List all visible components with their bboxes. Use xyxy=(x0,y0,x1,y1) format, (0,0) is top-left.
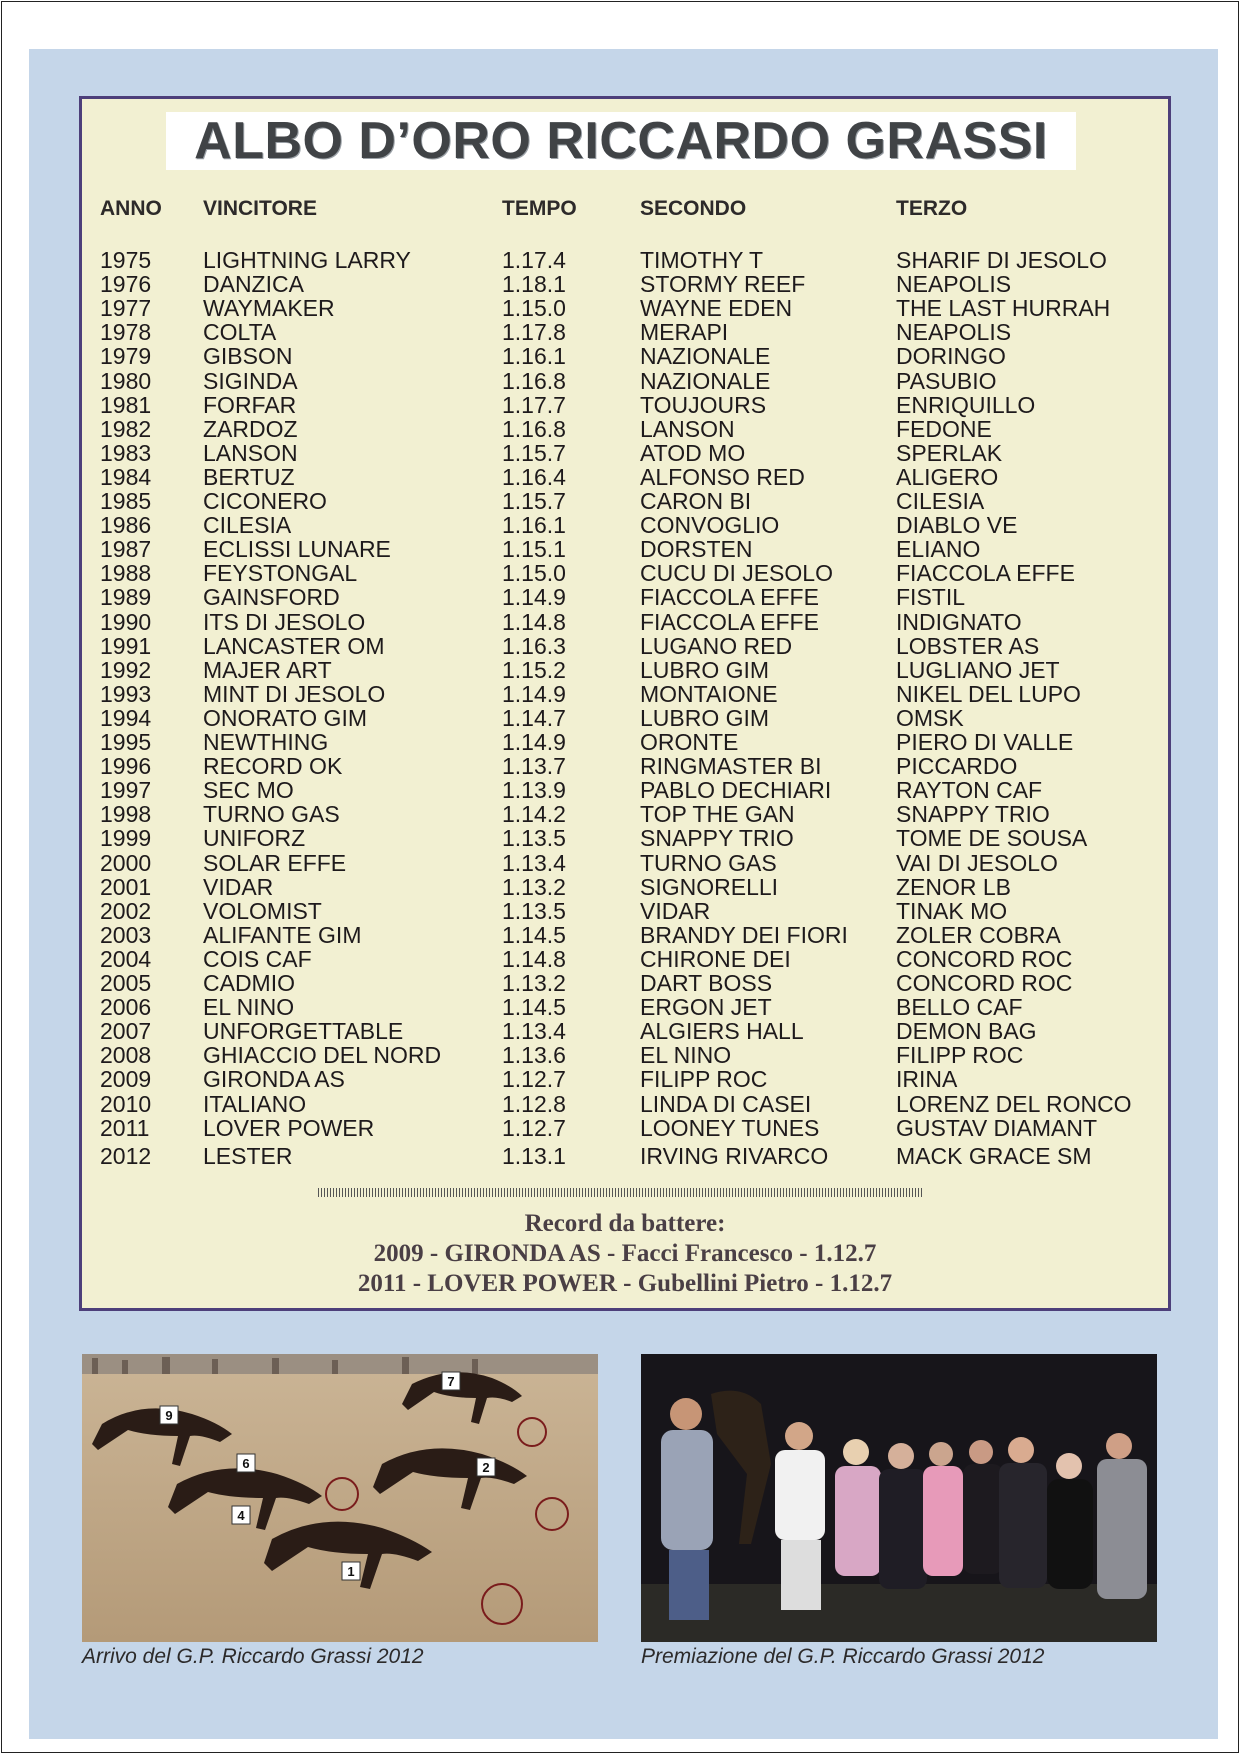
cell-time: 1.13.4 xyxy=(502,1018,566,1045)
cell-winner: LANCASTER OM xyxy=(203,632,385,659)
cell-winner: SIGINDA xyxy=(203,367,298,394)
table-row xyxy=(0,971,1240,995)
cell-year: 1978 xyxy=(100,319,152,346)
cell-third: OMSK xyxy=(896,704,964,731)
cell-time: 1.15.7 xyxy=(502,439,566,466)
cell-third: SPERLAK xyxy=(896,439,1003,466)
cell-time: 1.15.1 xyxy=(502,536,566,563)
cell-second: IRVING RIVARCO xyxy=(640,1142,829,1169)
cell-winner: LOVER POWER xyxy=(203,1114,375,1141)
cell-second: ERGON JET xyxy=(640,994,772,1021)
table-row xyxy=(0,634,1240,658)
horse-number-4: 4 xyxy=(237,1508,245,1523)
cell-second: DORSTEN xyxy=(640,536,753,563)
table-row xyxy=(0,778,1240,802)
cell-year: 1979 xyxy=(100,343,152,370)
table-row xyxy=(0,1144,1240,1168)
cell-winner: GIRONDA AS xyxy=(203,1066,345,1093)
cell-third: CONCORD ROC xyxy=(896,970,1073,996)
table-row xyxy=(0,465,1240,489)
page-title: ALBO D’ORO RICCARDO GRASSI xyxy=(166,112,1076,170)
table-row xyxy=(0,875,1240,899)
table-row xyxy=(0,561,1240,585)
cell-second: NAZIONALE xyxy=(640,367,771,394)
cell-second: LOONEY TUNES xyxy=(640,1114,820,1141)
table-row xyxy=(0,1019,1240,1043)
cell-winner: CICONERO xyxy=(203,488,327,514)
cell-year: 1994 xyxy=(100,704,152,731)
cell-year: 2003 xyxy=(100,921,152,948)
horse-number-6: 6 xyxy=(242,1456,250,1471)
cell-third: FISTIL xyxy=(896,584,966,611)
cell-year: 2002 xyxy=(100,897,152,924)
table-row xyxy=(0,826,1240,850)
cell-year: 2001 xyxy=(100,873,152,900)
cell-time: 1.13.1 xyxy=(502,1142,566,1169)
header-winner: VINCITORE xyxy=(203,197,317,220)
table-row xyxy=(0,658,1240,682)
table-row xyxy=(0,802,1240,826)
table-row xyxy=(0,682,1240,706)
table-row xyxy=(0,296,1240,320)
cell-third: INDIGNATO xyxy=(896,608,1022,635)
cell-third: DORINGO xyxy=(896,343,1006,370)
cell-second: ATOD MO xyxy=(640,439,746,466)
cell-winner: VOLOMIST xyxy=(203,897,322,924)
cell-third: PASUBIO xyxy=(896,367,997,394)
cell-third: IRINA xyxy=(896,1066,958,1093)
cell-third: SHARIF DI JESOLO xyxy=(896,247,1107,273)
cell-year: 1977 xyxy=(100,295,152,322)
cell-winner: ALIFANTE GIM xyxy=(203,921,362,948)
cell-winner: UNIFORZ xyxy=(203,825,306,852)
cell-second: DART BOSS xyxy=(640,970,773,996)
cell-year: 1980 xyxy=(100,367,152,394)
header-second: SECONDO xyxy=(640,197,747,220)
horse-number-7: 7 xyxy=(447,1374,455,1389)
cell-third: LOBSTER AS xyxy=(896,632,1040,659)
table-row xyxy=(0,513,1240,537)
cell-third: BELLO CAF xyxy=(896,994,1023,1021)
table-row xyxy=(0,417,1240,441)
cell-time: 1.13.9 xyxy=(502,777,566,804)
cell-winner: ZARDOZ xyxy=(203,415,298,442)
cell-year: 1983 xyxy=(100,439,152,466)
cell-time: 1.16.8 xyxy=(502,367,566,394)
cell-third: FIACCOLA EFFE xyxy=(896,560,1075,587)
cell-second: TURNO GAS xyxy=(640,849,777,876)
cell-second: TOP THE GAN xyxy=(640,801,795,828)
cell-second: FILIPP ROC xyxy=(640,1066,768,1093)
header-third: TERZO xyxy=(896,197,968,220)
cell-year: 1993 xyxy=(100,680,152,707)
cell-time: 1.18.1 xyxy=(502,271,566,298)
cell-third: LORENZ DEL RONCO xyxy=(896,1090,1132,1117)
cell-time: 1.14.9 xyxy=(502,729,566,755)
cell-second: EL NINO xyxy=(640,1042,732,1069)
cell-winner: EL NINO xyxy=(203,994,295,1021)
cell-winner: WAYMAKER xyxy=(203,295,335,322)
cell-year: 1988 xyxy=(100,560,152,587)
cell-winner: TURNO GAS xyxy=(203,801,340,828)
race-finish-photo xyxy=(82,1354,598,1642)
cell-third: ZOLER COBRA xyxy=(896,921,1061,948)
cell-time: 1.12.7 xyxy=(502,1066,566,1093)
cell-second: TIMOTHY T xyxy=(640,247,764,273)
cell-year: 2006 xyxy=(100,994,152,1021)
cell-winner: MAJER ART xyxy=(203,656,332,683)
table-row xyxy=(0,995,1240,1019)
cell-second: LANSON xyxy=(640,415,735,442)
cell-third: TINAK MO xyxy=(896,897,1008,924)
cell-year: 1984 xyxy=(100,463,152,490)
cell-year: 2009 xyxy=(100,1066,152,1093)
table-row xyxy=(0,1116,1240,1140)
cell-second: CONVOGLIO xyxy=(640,512,780,539)
cell-third: RAYTON CAF xyxy=(896,777,1043,804)
cell-winner: CILESIA xyxy=(203,512,292,539)
table-row xyxy=(0,1092,1240,1116)
cell-winner: GIBSON xyxy=(203,343,293,370)
cell-year: 1996 xyxy=(100,753,152,780)
cell-third: ELIANO xyxy=(896,536,981,563)
cell-winner: BERTUZ xyxy=(203,463,295,490)
cell-third: MACK GRACE SM xyxy=(896,1142,1092,1169)
cell-time: 1.17.8 xyxy=(502,319,566,346)
cell-year: 2000 xyxy=(100,849,152,876)
table-row xyxy=(0,585,1240,609)
cell-second: BRANDY DEI FIORI xyxy=(640,921,848,948)
cell-time: 1.16.3 xyxy=(502,632,566,659)
cell-second: LUGANO RED xyxy=(640,632,793,659)
cell-time: 1.16.1 xyxy=(502,512,566,539)
cell-winner: COIS CAF xyxy=(203,945,312,972)
header-year: ANNO xyxy=(100,197,162,220)
cell-winner: FORFAR xyxy=(203,391,297,418)
cell-winner: DANZICA xyxy=(203,271,304,298)
record-heading: Record da battere: xyxy=(524,1210,726,1237)
cell-time: 1.14.2 xyxy=(502,801,566,828)
cell-time: 1.14.8 xyxy=(502,608,566,635)
table-row xyxy=(0,489,1240,513)
cell-second: CARON BI xyxy=(640,488,752,514)
cell-year: 2012 xyxy=(100,1142,152,1169)
table-row xyxy=(0,899,1240,923)
cell-winner: LANSON xyxy=(203,439,298,466)
cell-third: NIKEL DEL LUPO xyxy=(896,680,1081,707)
cell-third: ENRIQUILLO xyxy=(896,391,1036,418)
cell-second: ORONTE xyxy=(640,729,739,755)
cell-second: ALGIERS HALL xyxy=(640,1018,804,1045)
cell-second: PABLO DECHIARI xyxy=(640,777,832,804)
cell-year: 1976 xyxy=(100,271,152,298)
table-row xyxy=(0,248,1240,272)
table-row xyxy=(0,610,1240,634)
cell-time: 1.14.9 xyxy=(502,584,566,611)
cell-winner: ECLISSI LUNARE xyxy=(203,536,391,563)
cell-third: PICCARDO xyxy=(896,753,1018,780)
cell-winner: RECORD OK xyxy=(203,753,343,780)
cell-year: 2010 xyxy=(100,1090,152,1117)
cell-time: 1.17.4 xyxy=(502,247,566,273)
table-row xyxy=(0,754,1240,778)
cell-second: RINGMASTER BI xyxy=(640,753,822,780)
cell-time: 1.14.5 xyxy=(502,994,566,1021)
cell-second: STORMY REEF xyxy=(640,271,806,298)
cell-time: 1.13.6 xyxy=(502,1042,566,1069)
horse-number-2: 2 xyxy=(482,1460,490,1475)
horse-number-1: 1 xyxy=(347,1564,355,1579)
horse-number-9: 9 xyxy=(165,1408,173,1423)
table-row xyxy=(0,851,1240,875)
cell-second: TOUJOURS xyxy=(640,391,767,418)
table-row xyxy=(0,706,1240,730)
cell-year: 1995 xyxy=(100,729,152,755)
cell-second: LUBRO GIM xyxy=(640,704,770,731)
cell-time: 1.15.0 xyxy=(502,560,566,587)
cell-time: 1.16.1 xyxy=(502,343,566,370)
cell-winner: ITALIANO xyxy=(203,1090,307,1117)
award-ceremony-photo xyxy=(641,1354,1157,1642)
cell-winner: LESTER xyxy=(203,1142,293,1169)
cell-second: LUBRO GIM xyxy=(640,656,770,683)
cell-second: LINDA DI CASEI xyxy=(640,1090,812,1117)
cell-time: 1.16.4 xyxy=(502,463,566,490)
cell-third: ZENOR LB xyxy=(896,873,1012,900)
cell-year: 1992 xyxy=(100,656,152,683)
cell-time: 1.13.2 xyxy=(502,873,566,900)
cell-second: SNAPPY TRIO xyxy=(640,825,794,852)
cell-year: 1998 xyxy=(100,801,152,828)
table-row xyxy=(0,369,1240,393)
cell-year: 1989 xyxy=(100,584,152,611)
cell-year: 1990 xyxy=(100,608,152,635)
table-row xyxy=(0,393,1240,417)
cell-third: CONCORD ROC xyxy=(896,945,1073,972)
table-row xyxy=(0,320,1240,344)
cell-time: 1.13.5 xyxy=(502,897,566,924)
table-row xyxy=(0,441,1240,465)
cell-winner: MINT DI JESOLO xyxy=(203,680,386,707)
cell-winner: ONORATO GIM xyxy=(203,704,367,731)
cell-year: 2004 xyxy=(100,945,152,972)
cell-time: 1.13.5 xyxy=(502,825,566,852)
cell-time: 1.13.4 xyxy=(502,849,566,876)
cell-second: SIGNORELLI xyxy=(640,873,779,900)
cell-year: 1981 xyxy=(100,391,152,418)
cell-third: FILIPP ROC xyxy=(896,1042,1024,1069)
record-line-2: 2011 - LOVER POWER - Gubellini Pietro - 1.12.7 xyxy=(357,1270,893,1297)
right-photo-caption: Premiazione del G.P. Riccardo Grassi 2012 xyxy=(641,1645,1045,1668)
cell-third: LUGLIANO JET xyxy=(896,656,1060,683)
cell-time: 1.15.0 xyxy=(502,295,566,322)
table-row xyxy=(0,272,1240,296)
cell-third: FEDONE xyxy=(896,415,992,442)
cell-year: 1997 xyxy=(100,777,152,804)
cell-third: ALIGERO xyxy=(896,463,999,490)
cell-winner: VIDAR xyxy=(203,873,274,900)
cell-year: 2007 xyxy=(100,1018,152,1045)
cell-year: 2011 xyxy=(100,1114,150,1141)
cell-winner: NEWTHING xyxy=(203,729,329,755)
cell-third: DIABLO VE xyxy=(896,512,1018,539)
table-row xyxy=(0,1043,1240,1067)
record-line-1: 2009 - GIRONDA AS - Facci Francesco - 1.12.7 xyxy=(373,1240,877,1267)
cell-second: ALFONSO RED xyxy=(640,463,805,490)
dotted-divider xyxy=(318,1188,922,1197)
cell-third: PIERO DI VALLE xyxy=(896,729,1074,755)
cell-time: 1.12.8 xyxy=(502,1090,566,1117)
cell-winner: SOLAR EFFE xyxy=(203,849,347,876)
cell-third: TOME DE SOUSA xyxy=(896,825,1088,852)
cell-time: 1.12.7 xyxy=(502,1114,566,1141)
cell-time: 1.13.7 xyxy=(502,753,566,780)
cell-second: CUCU DI JESOLO xyxy=(640,560,833,587)
cell-winner: COLTA xyxy=(203,319,277,346)
cell-third: THE LAST HURRAH xyxy=(896,295,1111,322)
left-photo-caption: Arrivo del G.P. Riccardo Grassi 2012 xyxy=(82,1645,424,1668)
cell-time: 1.15.2 xyxy=(502,656,566,683)
cell-year: 1991 xyxy=(100,632,152,659)
cell-second: CHIRONE DEI xyxy=(640,945,791,972)
cell-third: CILESIA xyxy=(896,488,985,514)
cell-time: 1.13.2 xyxy=(502,970,566,996)
cell-second: VIDAR xyxy=(640,897,711,924)
cell-third: SNAPPY TRIO xyxy=(896,801,1050,828)
cell-second: FIACCOLA EFFE xyxy=(640,584,819,611)
cell-time: 1.14.5 xyxy=(502,921,566,948)
cell-year: 2005 xyxy=(100,970,152,996)
cell-time: 1.17.7 xyxy=(502,391,566,418)
cell-third: NEAPOLIS xyxy=(896,319,1012,346)
cell-third: VAI DI JESOLO xyxy=(896,849,1058,876)
cell-winner: ITS DI JESOLO xyxy=(203,608,366,635)
cell-year: 1985 xyxy=(100,488,152,514)
table-row xyxy=(0,923,1240,947)
cell-third: DEMON BAG xyxy=(896,1018,1037,1045)
table-row xyxy=(0,344,1240,368)
cell-year: 1986 xyxy=(100,512,152,539)
cell-time: 1.14.8 xyxy=(502,945,566,972)
header-time: TEMPO xyxy=(502,197,577,220)
cell-winner: GAINSFORD xyxy=(203,584,340,611)
cell-second: MONTAIONE xyxy=(640,680,778,707)
table-row xyxy=(0,730,1240,754)
cell-second: FIACCOLA EFFE xyxy=(640,608,819,635)
cell-third: NEAPOLIS xyxy=(896,271,1012,298)
cell-second: WAYNE EDEN xyxy=(640,295,793,322)
cell-year: 2008 xyxy=(100,1042,152,1069)
table-row xyxy=(0,947,1240,971)
cell-winner: GHIACCIO DEL NORD xyxy=(203,1042,442,1069)
cell-winner: SEC MO xyxy=(203,777,294,804)
cell-time: 1.15.7 xyxy=(502,488,566,514)
cell-time: 1.16.8 xyxy=(502,415,566,442)
cell-second: MERAPI xyxy=(640,319,729,346)
cell-winner: CADMIO xyxy=(203,970,295,996)
cell-time: 1.14.7 xyxy=(502,704,566,731)
cell-winner: UNFORGETTABLE xyxy=(203,1018,404,1045)
cell-second: NAZIONALE xyxy=(640,343,771,370)
table-row xyxy=(0,1067,1240,1091)
table-row xyxy=(0,537,1240,561)
cell-time: 1.14.9 xyxy=(502,680,566,707)
cell-winner: FEYSTONGAL xyxy=(203,560,358,587)
cell-year: 1999 xyxy=(100,825,152,852)
cell-third: GUSTAV DIAMANT xyxy=(896,1114,1098,1141)
cell-year: 1987 xyxy=(100,536,152,563)
cell-winner: LIGHTNING LARRY xyxy=(203,247,411,273)
cell-year: 1982 xyxy=(100,415,152,442)
cell-year: 1975 xyxy=(100,247,152,273)
